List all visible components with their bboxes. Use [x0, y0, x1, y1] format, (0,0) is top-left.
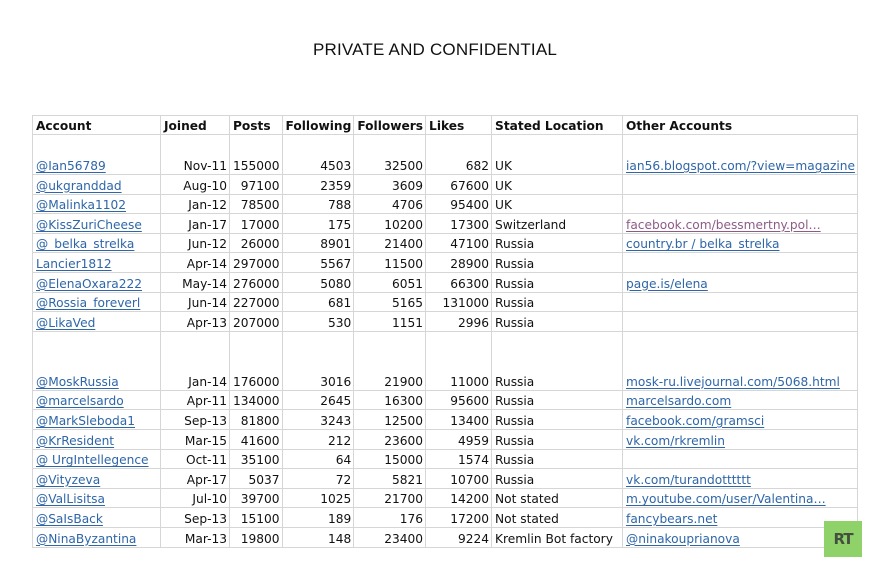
posts-cell: 97100: [230, 175, 283, 195]
other-cell: [623, 410, 858, 430]
accounts-table: [32, 115, 858, 548]
joined-cell: Nov-11: [161, 135, 230, 175]
table-row: [33, 429, 858, 449]
other-cell: [623, 429, 858, 449]
followers-cell: 16300: [354, 390, 426, 410]
posts-cell: 207000: [230, 312, 283, 332]
other-cell: [623, 488, 858, 508]
posts-cell: 134000: [230, 390, 283, 410]
table-row: [33, 527, 858, 547]
joined-cell: Apr-13: [161, 312, 230, 332]
other-cell: [623, 194, 858, 214]
likes-cell: 67600: [426, 175, 492, 195]
posts-cell: 35100: [230, 449, 283, 469]
account-link[interactable]: @Ian56789: [36, 159, 106, 173]
posts-cell: 41600: [230, 429, 283, 449]
likes-cell: 131000: [426, 292, 492, 312]
likes-cell: 95400: [426, 194, 492, 214]
joined-cell: Jun-14: [161, 292, 230, 312]
account-cell: [33, 508, 161, 528]
following-cell: 148: [282, 527, 354, 547]
followers-cell: 23400: [354, 527, 426, 547]
following-cell: 3016: [282, 331, 354, 390]
likes-cell: 17200: [426, 508, 492, 528]
posts-cell: 81800: [230, 410, 283, 430]
posts-cell: 17000: [230, 214, 283, 234]
table-row: [33, 194, 858, 214]
account-cell: [33, 214, 161, 234]
following-cell: 788: [282, 194, 354, 214]
followers-cell: 21900: [354, 331, 426, 390]
other-account-link[interactable]: country.br / belka_strelka: [626, 237, 780, 252]
account-cell: [33, 292, 161, 312]
following-cell: 4503: [282, 135, 354, 175]
followers-cell: 4706: [354, 194, 426, 214]
table-row: [33, 508, 858, 528]
location-cell: UK: [492, 175, 623, 195]
other-cell: [623, 449, 858, 469]
location-cell: Russia: [492, 312, 623, 332]
posts-cell: 176000: [230, 331, 283, 390]
header-followers: Followers: [354, 116, 426, 135]
location-cell: Russia: [492, 429, 623, 449]
table-row: [33, 292, 858, 312]
header-joined: Joined: [161, 116, 230, 135]
account-cell: [33, 272, 161, 292]
header-other-accounts: Other Accounts: [623, 116, 858, 135]
account-cell: [33, 233, 161, 253]
location-cell: UK: [492, 194, 623, 214]
other-account-link[interactable]: mosk-ru.livejournal.com/5068.html: [626, 374, 840, 389]
other-account-link[interactable]: m.youtube.com/user/Valentina…: [626, 492, 826, 507]
account-link[interactable]: @ValLisitsa: [36, 492, 105, 507]
likes-cell: 2996: [426, 312, 492, 332]
account-link[interactable]: @KissZuriCheese: [36, 217, 142, 232]
joined-cell: Oct-11: [161, 449, 230, 469]
posts-cell: 19800: [230, 527, 283, 547]
account-link[interactable]: @marcelsardo: [36, 394, 124, 409]
joined-cell: Apr-14: [161, 253, 230, 273]
location-cell: Not stated: [492, 508, 623, 528]
other-cell: [623, 331, 858, 390]
account-link[interactable]: @LikaVed: [36, 315, 96, 330]
posts-cell: 78500: [230, 194, 283, 214]
other-account-link[interactable]: fancybears.net: [626, 511, 718, 526]
header-following: Following: [282, 116, 354, 135]
other-cell: [623, 272, 858, 292]
followers-cell: 21400: [354, 233, 426, 253]
following-cell: 5567: [282, 253, 354, 273]
posts-cell: 39700: [230, 488, 283, 508]
account-cell: [33, 527, 161, 547]
followers-cell: 21700: [354, 488, 426, 508]
followers-cell: 3609: [354, 175, 426, 195]
posts-cell: 26000: [230, 233, 283, 253]
other-account-link[interactable]: page.is/elena: [626, 276, 708, 291]
followers-cell: 12500: [354, 410, 426, 430]
likes-cell: 11000: [426, 331, 492, 390]
followers-cell: 6051: [354, 272, 426, 292]
account-cell: [33, 449, 161, 469]
location-cell: UK: [492, 135, 623, 175]
table-row: [33, 272, 858, 292]
header-stated-location: Stated Location: [492, 116, 623, 135]
table-row: [33, 253, 858, 273]
rt-logo: [824, 521, 862, 557]
other-account-link[interactable]: @ninakouprianova: [626, 531, 740, 546]
other-cell: [623, 214, 858, 234]
account-link[interactable]: @_belka_strelka: [36, 237, 135, 252]
location-cell: Russia: [492, 390, 623, 410]
following-cell: 175: [282, 214, 354, 234]
other-cell: [623, 527, 858, 547]
account-cell: [33, 429, 161, 449]
likes-cell: 47100: [426, 233, 492, 253]
other-cell: [623, 175, 858, 195]
account-link[interactable]: @Vityzeva: [36, 472, 101, 487]
account-link[interactable]: @MarkSleboda1: [36, 413, 136, 428]
joined-cell: Jan-12: [161, 194, 230, 214]
other-cell: [623, 469, 858, 489]
table-row: [33, 312, 858, 332]
likes-cell: 28900: [426, 253, 492, 273]
table-row: [33, 331, 858, 390]
following-cell: 72: [282, 469, 354, 489]
following-cell: 1025: [282, 488, 354, 508]
followers-cell: 5821: [354, 469, 426, 489]
following-cell: 2645: [282, 390, 354, 410]
joined-cell: May-14: [161, 272, 230, 292]
joined-cell: Jan-14: [161, 331, 230, 390]
following-cell: 8901: [282, 233, 354, 253]
account-cell: [33, 488, 161, 508]
following-cell: 64: [282, 449, 354, 469]
account-link[interactable]: @MoskRussia: [36, 374, 119, 389]
joined-cell: Mar-13: [161, 527, 230, 547]
other-cell: [623, 390, 858, 410]
account-link[interactable]: @Rossia_foreverl: [36, 296, 141, 311]
joined-cell: Sep-13: [161, 410, 230, 430]
likes-cell: 10700: [426, 469, 492, 489]
header-posts: Posts: [230, 116, 283, 135]
followers-cell: 11500: [354, 253, 426, 273]
account-cell: [33, 175, 161, 195]
location-cell: Russia: [492, 469, 623, 489]
account-cell: [33, 135, 161, 175]
posts-cell: 5037: [230, 469, 283, 489]
table-row: [33, 410, 858, 430]
posts-cell: 15100: [230, 508, 283, 528]
table-row: [33, 214, 858, 234]
following-cell: 189: [282, 508, 354, 528]
joined-cell: Jul-10: [161, 488, 230, 508]
likes-cell: 4959: [426, 429, 492, 449]
other-cell: [623, 508, 858, 528]
following-cell: 5080: [282, 272, 354, 292]
followers-cell: 15000: [354, 449, 426, 469]
followers-cell: 10200: [354, 214, 426, 234]
posts-cell: 227000: [230, 292, 283, 312]
followers-cell: 23600: [354, 429, 426, 449]
joined-cell: Apr-11: [161, 390, 230, 410]
joined-cell: Apr-17: [161, 469, 230, 489]
likes-cell: 682: [426, 135, 492, 175]
posts-cell: 276000: [230, 272, 283, 292]
likes-cell: 17300: [426, 214, 492, 234]
account-link[interactable]: @SaIsBack: [36, 511, 103, 526]
followers-cell: 5165: [354, 292, 426, 312]
account-link[interactable]: @ElenaOxara222: [36, 276, 142, 291]
other-cell: [623, 233, 858, 253]
account-cell: [33, 390, 161, 410]
account-link[interactable]: @KrResident: [36, 433, 115, 448]
location-cell: Switzerland: [492, 214, 623, 234]
account-cell: [33, 312, 161, 332]
account-cell: [33, 194, 161, 214]
location-cell: Kremlin Bot factory: [492, 527, 623, 547]
other-account-link[interactable]: vk.com/rkremlin: [626, 433, 726, 448]
following-cell: 3243: [282, 410, 354, 430]
header-account: Account: [33, 116, 161, 135]
table-row: [33, 233, 858, 253]
location-cell: Russia: [492, 449, 623, 469]
likes-cell: 95600: [426, 390, 492, 410]
table-row: [33, 469, 858, 489]
table-row: [33, 488, 858, 508]
following-cell: 681: [282, 292, 354, 312]
header-likes: Likes: [426, 116, 492, 135]
following-cell: 2359: [282, 175, 354, 195]
location-cell: Russia: [492, 410, 623, 430]
account-link[interactable]: @NinaByzantina: [36, 531, 137, 546]
other-cell: [623, 312, 858, 332]
posts-cell: 297000: [230, 253, 283, 273]
other-cell: [623, 135, 858, 175]
joined-cell: Jun-12: [161, 233, 230, 253]
likes-cell: 1574: [426, 449, 492, 469]
table-row: [33, 449, 858, 469]
likes-cell: 66300: [426, 272, 492, 292]
following-cell: 212: [282, 429, 354, 449]
followers-cell: 1151: [354, 312, 426, 332]
account-link[interactable]: Lancier1812: [36, 256, 112, 271]
other-account-link[interactable]: facebook.com/gramsci: [626, 413, 765, 428]
account-cell: [33, 253, 161, 273]
table-row: [33, 175, 858, 195]
document-title: PRIVATE AND CONFIDENTIAL: [312, 40, 558, 59]
joined-cell: Aug-10: [161, 175, 230, 195]
other-cell: [623, 292, 858, 312]
location-cell: Russia: [492, 233, 623, 253]
location-cell: Russia: [492, 331, 623, 390]
other-cell: [623, 253, 858, 273]
rt-logo-label: RT: [833, 530, 853, 548]
location-cell: Russia: [492, 292, 623, 312]
location-cell: Russia: [492, 253, 623, 273]
followers-cell: 176: [354, 508, 426, 528]
account-cell: [33, 410, 161, 430]
likes-cell: 13400: [426, 410, 492, 430]
location-cell: Not stated: [492, 488, 623, 508]
joined-cell: Mar-15: [161, 429, 230, 449]
other-account-link[interactable]: facebook.com/bessmertny.pol…: [626, 217, 821, 232]
other-account-link[interactable]: marcelsardo.com: [626, 394, 732, 409]
account-link[interactable]: @Malinka1102: [36, 198, 126, 213]
other-account-link[interactable]: vk.com/turandotttttt: [626, 472, 751, 487]
likes-cell: 9224: [426, 527, 492, 547]
following-cell: 530: [282, 312, 354, 332]
account-cell: [33, 469, 161, 489]
table-header-row: [33, 116, 858, 135]
posts-cell: 155000: [230, 135, 283, 175]
table-row: [33, 135, 858, 175]
joined-cell: Jan-17: [161, 214, 230, 234]
account-link[interactable]: @ukgranddad: [36, 178, 122, 193]
location-cell: Russia: [492, 272, 623, 292]
account-link[interactable]: @ UrgIntellegence: [36, 453, 149, 468]
other-account-link[interactable]: ian56.blogspot.com/?view=magazine: [626, 159, 855, 173]
followers-cell: 32500: [354, 135, 426, 175]
table-row: [33, 390, 858, 410]
account-cell: [33, 331, 161, 390]
joined-cell: Sep-13: [161, 508, 230, 528]
likes-cell: 14200: [426, 488, 492, 508]
